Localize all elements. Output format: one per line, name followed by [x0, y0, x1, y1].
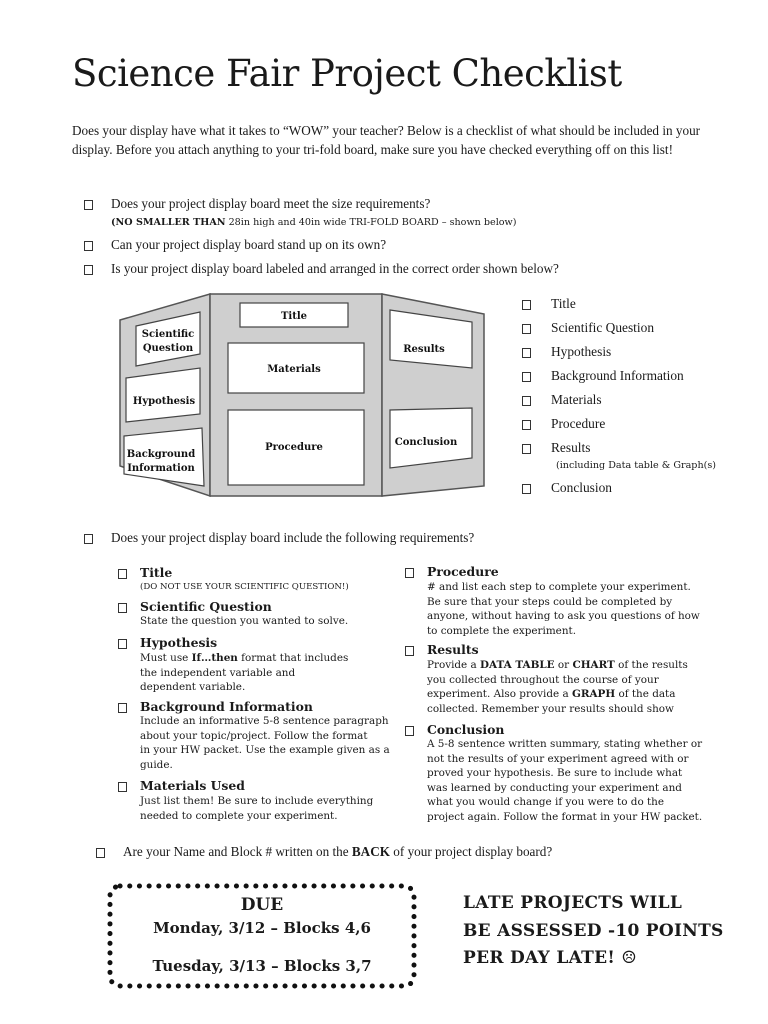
checkbox[interactable] [118, 703, 127, 713]
req-hypothesis[interactable]: Hypothesis [118, 635, 217, 650]
checkbox[interactable] [522, 348, 531, 358]
late-notice: LATE PROJECTS WILL BE ASSESSED -10 POINTS PER DAY LATE! ☹ [463, 893, 724, 968]
question-requirements[interactable] [84, 530, 474, 546]
checkbox[interactable] [96, 848, 105, 858]
req-background[interactable]: Background Information [118, 699, 313, 714]
order-item-results[interactable]: Results [522, 440, 590, 456]
checkbox[interactable] [522, 420, 531, 430]
req-scientific-question-desc: State the question you wanted to solve. [140, 615, 349, 627]
req-procedure-desc: # and list each step to complete your experiment. Be sure that your steps could be completed by anyone, without having to ask you questions of how to complete the experiment. [427, 581, 700, 637]
board-label-title: Title [280, 311, 308, 322]
question-order[interactable] [84, 261, 559, 277]
req-scientific-question[interactable]: Scientific Question [118, 599, 272, 614]
board-label-materials: Materials [267, 364, 321, 375]
checkbox[interactable] [522, 484, 531, 494]
order-item-procedure[interactable]: Procedure [522, 416, 605, 432]
size-note-rest: 28in high and 40in wide TRI-FOLD BOARD – shown below) [225, 217, 517, 228]
checkbox[interactable] [522, 396, 531, 406]
order-item-background[interactable]: Background Information [522, 368, 684, 384]
req-results-desc: Provide a DATA TABLE or CHART of the results you collected throughout the course of your experiment. Also provide a GRAPH of the data collected. Remember your results should show [427, 659, 688, 715]
checkbox[interactable] [118, 569, 127, 579]
order-item-scientific-question[interactable]: Scientific Question [522, 320, 654, 336]
board-label-hypothesis: Hypothesis [132, 396, 196, 407]
checkbox[interactable] [118, 603, 127, 613]
order-item-hypothesis[interactable]: Hypothesis [522, 344, 611, 360]
req-title-note: (DO NOT USE YOUR SCIENTIFIC QUESTION!) [140, 582, 349, 592]
board-label-procedure: Procedure [265, 442, 323, 453]
order-item-title[interactable]: Title [522, 296, 576, 312]
card-hypothesis [126, 368, 200, 422]
req-background-desc: Include an informative 5-8 sentence paragraph about your topic/project. Follow the format in your HW packet. Use the example given as a guide. [140, 715, 390, 771]
checkbox[interactable] [405, 726, 414, 736]
trifold-board-diagram [116, 290, 496, 510]
size-note [111, 217, 517, 228]
board-label-scientific: Scientific [141, 329, 195, 340]
board-label-question: Question [142, 343, 194, 354]
page-title: Science Fair Project Checklist [72, 52, 622, 95]
checkbox[interactable] [405, 568, 414, 578]
due-heading: DUE [240, 895, 284, 915]
due-line-2: Tuesday, 3/13 – Blocks 3,7 [152, 957, 372, 975]
req-results[interactable]: Results [405, 642, 479, 657]
req-hypothesis-desc: Must use If…then format that includes the independent variable and dependent variable. [140, 652, 349, 693]
checkbox[interactable] [522, 300, 531, 310]
req-materials[interactable]: Materials Used [118, 778, 245, 793]
results-note: (including Data table & Graph(s) [556, 460, 717, 471]
req-conclusion-desc: A 5-8 sentence written summary, stating whether or not the results of your experiment agreed with or proved your hypothesis. Be sure to include what was learned by conducting your experiment and what you would change if you were to do the project again. Follow the format in your HW packet. [427, 738, 703, 823]
question-size[interactable] [84, 196, 430, 212]
checkbox[interactable] [118, 639, 127, 649]
board-label-background: Background [126, 449, 196, 460]
order-item-conclusion[interactable]: Conclusion [522, 480, 612, 496]
checkbox[interactable] [84, 534, 93, 544]
checkbox[interactable] [522, 444, 531, 454]
checkbox[interactable] [405, 646, 414, 656]
checkbox[interactable] [84, 200, 93, 210]
req-title[interactable]: Title [118, 565, 172, 580]
question-stand[interactable] [84, 237, 386, 253]
question-size-text: Does your project display board meet the size requirements? [111, 196, 431, 211]
checkbox[interactable] [84, 265, 93, 275]
due-box [106, 882, 418, 990]
question-name-block[interactable]: Are your Name and Block # written on the BACK of your project display board? [96, 844, 552, 860]
checkbox[interactable] [84, 241, 93, 251]
question-stand-text: Can your project display board stand up on its own? [111, 237, 387, 252]
req-materials-desc: Just list them! Be sure to include everything needed to complete your experiment. [140, 795, 374, 822]
checkbox[interactable] [522, 372, 531, 382]
size-note-bold: (NO SMALLER THAN [111, 217, 226, 228]
board-label-results: Results [403, 344, 445, 355]
board-label-conclusion: Conclusion [394, 437, 458, 448]
question-order-text: Is your project display board labeled and arranged in the correct order shown below? [111, 261, 559, 276]
checkbox[interactable] [522, 324, 531, 334]
req-procedure[interactable]: Procedure [405, 564, 499, 579]
due-line-1: Monday, 3/12 – Blocks 4,6 [153, 919, 371, 937]
checkbox[interactable] [118, 782, 127, 792]
req-conclusion[interactable]: Conclusion [405, 722, 504, 737]
board-label-information: Information [127, 463, 195, 474]
question-requirements-text: Does your project display board include the following requirements? [111, 530, 475, 545]
order-item-materials[interactable]: Materials [522, 392, 602, 408]
intro-paragraph: Does your display have what it takes to “WOW” your teacher? Below is a checklist of what should be included in your display. Before you attach anything to your tri-fold board, make sure you have checked everything off on this list! [72, 123, 701, 157]
